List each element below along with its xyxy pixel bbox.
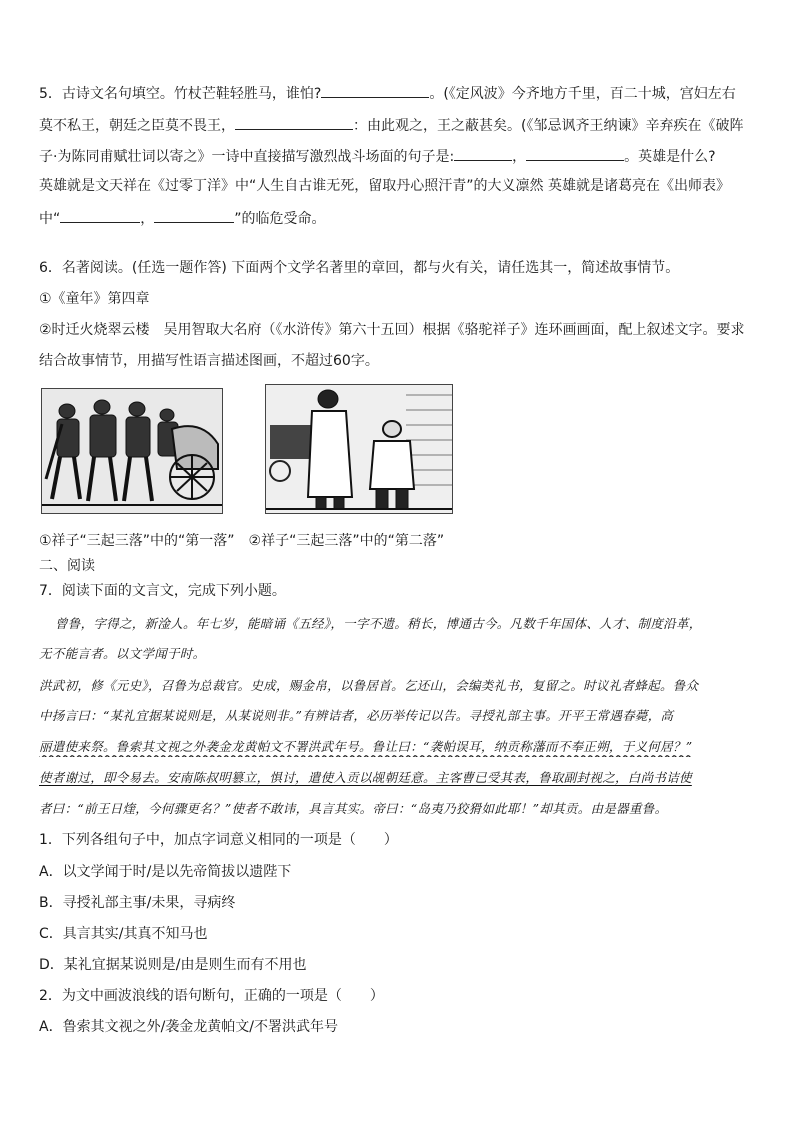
q5-line-2: 莫不私王，朝廷之臣莫不畏王， ：由此观之，王之蔽甚矣。(《邹忌讽齐王纳谏》辛弃疾在《破阵	[39, 114, 761, 136]
q6-option-2: ②时迁火烧翠云楼 吴用智取大名府（《水浒传》第六十五回）根据《骆驼祥子》连环画画面，配上叙述文字。要求	[39, 322, 745, 338]
answer-blank[interactable]	[154, 207, 234, 223]
q5-line-4: 英雄就是文天祥在《过零丁洋》中“人生自古谁无死，留取丹心照汗青”的大义凛然 英雄就是诸葛亮在《出师表》	[39, 178, 730, 194]
sub-question-1: 1．下列各组句子中，加点字词意义相同的一项是（ ）	[39, 832, 398, 848]
sub-question-2: 2．为文中画波浪线的语句断句，正确的一项是（ ）	[39, 988, 384, 1004]
option-b[interactable]: B．寻授礼部主事/未果，寻病终	[39, 895, 236, 911]
figure-caption: ①祥子“三起三落”中的“第一落” ②祥子“三起三落”中的“第二落”	[39, 533, 445, 549]
rickshaw-illustration	[41, 388, 223, 514]
option-d[interactable]: D．某礼宜据某说则是/由是则生而有不用也	[39, 957, 307, 973]
passage-line: 曾鲁，字得之，新淦人。年七岁，能暗诵《五经》，一字不遗。稍长，博通古今。凡数千年国体、人才、制度沿革，	[55, 616, 702, 631]
passage-line: 中扬言曰：“某礼宜据某说则是，从某说则非。”有辨诘者，必历举传记以告。寻授礼部主事。开平王常遇春薨，高	[39, 708, 674, 723]
q6-question: 6．名著阅读。(任选一题作答) 下面两个文学名著里的章回，都与火有关，请任选其一，简述故事情节。	[39, 260, 680, 276]
option-c[interactable]: C．具言其实/其真不知马也	[39, 926, 208, 942]
passage-line-wavy: 丽遣使来祭。鲁索其文视之外袭金龙黄帕文不署洪武年号。鲁让曰：“袭帕误耳，纳贡称藩而不奉正朔，于义何居？”	[39, 739, 693, 754]
passage-line: 者曰：“前王日煃，今何骤更名？”使者不敢讳，具言其实。帝曰：“岛夷乃狡猾如此耶！”却其贡。由是器重鲁。	[39, 801, 668, 816]
answer-blank[interactable]	[235, 114, 353, 130]
rickshaw-drawing	[42, 389, 222, 513]
q5-line-1: 5．古诗文名句填空。竹杖芒鞋轻胜马，谁怕? 。(《定风波》今齐地方千里，百二十城，宫妇左右	[39, 82, 761, 104]
scene-drawing	[266, 385, 452, 513]
passage-line: 无不能言者。以文学闻于时。	[39, 646, 206, 661]
q5-line-5: 中“ ， ”的临危受命。	[39, 207, 761, 229]
scene-illustration	[265, 384, 453, 514]
passage-line: 洪武初，修《元史》，召鲁为总裁官。史成，赐金帛，以鲁居首。乞还山，会编类礼书，复留之。时议礼者蜂起。鲁众	[39, 678, 699, 693]
answer-blank[interactable]	[321, 82, 429, 98]
q6-requirement: 结合故事情节，用描写性语言描述图画，不超过60字。	[39, 353, 379, 369]
option-a[interactable]: A．鲁索其文视之外/袭金龙黄帕文/不署洪武年号	[39, 1019, 339, 1035]
answer-blank[interactable]	[454, 145, 512, 161]
q6-option-1: ①《童年》第四章	[39, 291, 150, 307]
answer-blank[interactable]	[60, 207, 140, 223]
section-heading: 二、阅读	[39, 558, 95, 574]
option-a[interactable]: A．以文学闻于时/是以先帝简拔以遗陛下	[39, 864, 292, 880]
q7-intro: 7．阅读下面的文言文，完成下列小题。	[39, 583, 286, 599]
q5-line-3: 子·为陈同甫赋壮词以寄之》一诗中直接描写激烈战斗场面的句子是: ， 。英雄是什么?	[39, 145, 761, 167]
answer-blank[interactable]	[526, 145, 624, 161]
passage-line: 使者谢过，即令易去。安南陈叔明篡立，惧讨，遣使入贡以觇朝廷意。主客曹已受其表，鲁取副封视之，白尚书诘使	[39, 770, 692, 785]
